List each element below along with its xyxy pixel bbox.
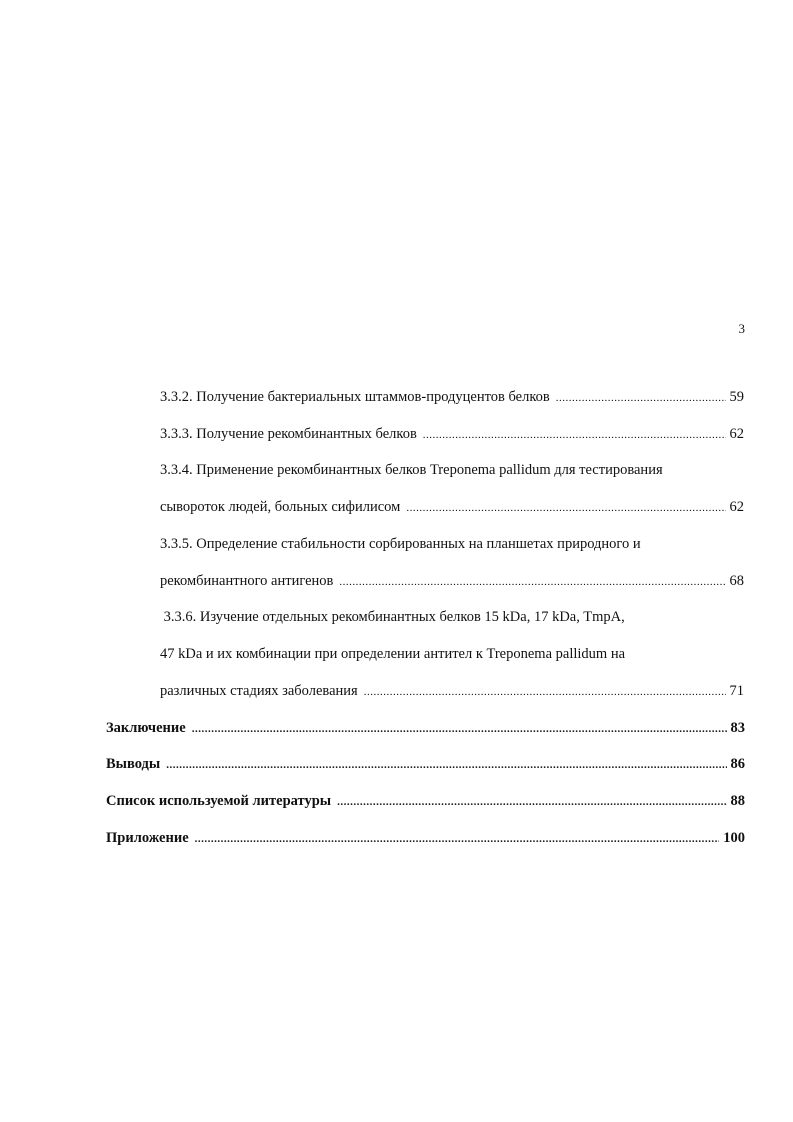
toc-leader-dots [166, 754, 726, 776]
toc-page-number: 83 [730, 720, 745, 736]
toc-entry-3-3-4[interactable] [160, 496, 744, 518]
toc-page-number: 62 [729, 426, 744, 442]
toc-entry-title: Выводы [106, 756, 161, 772]
toc-entry-conclusion[interactable] [106, 717, 745, 739]
toc-entry-3-3-6-line2[interactable] [160, 643, 744, 665]
toc-entry-references[interactable] [106, 790, 745, 812]
toc-entry-title: 3.3.6. Изучение отдельных рекомбинантных белков 15 kDa, 17 kDa, TmpA, [160, 609, 625, 625]
toc-leader-dots [192, 718, 727, 740]
toc-entry-3-3-4-line1[interactable] [160, 459, 744, 481]
toc-leader-dots [406, 497, 725, 519]
toc-entry-3-3-3[interactable] [160, 423, 744, 445]
toc-leader-dots [195, 828, 720, 850]
toc-entry-title: 3.3.3. Получение рекомбинантных белков [160, 426, 417, 442]
toc-entry-title: 3.3.2. Получение бактериальных штаммов-продуцентов белков [160, 389, 550, 405]
page-number: 3 [738, 321, 745, 336]
toc-entry-appendix[interactable] [106, 827, 745, 849]
toc-entry-title: Заключение [106, 720, 186, 736]
toc-entry-3-3-2[interactable] [160, 386, 744, 408]
toc-leader-dots [339, 571, 725, 593]
toc-page-number: 59 [729, 389, 744, 405]
toc-entry-title-continued: рекомбинантного антигенов [160, 573, 334, 589]
toc-leader-dots [423, 424, 726, 446]
toc-entry-title-continued: 47 kDa и их комбинации при определении антител к Treponema pallidum на [160, 646, 626, 662]
toc-leader-dots [556, 387, 726, 409]
toc-page-number: 86 [730, 756, 745, 772]
toc-page-number: 68 [729, 573, 744, 589]
toc-leader-dots [337, 791, 726, 813]
toc-entry-3-3-6-line1[interactable] [160, 606, 744, 628]
toc-entry-title-continued: сывороток людей, больных сифилисом [160, 499, 401, 515]
toc-entry-title: Список используемой литературы [106, 793, 332, 809]
toc-page-number: 71 [729, 683, 744, 699]
toc-page-number: 88 [730, 793, 745, 809]
toc-entry-title: 3.3.5. Определение стабильности сорбированных на планшетах природного и [160, 536, 641, 552]
toc-page-number: 100 [723, 830, 745, 846]
toc-entry-3-3-5-line1[interactable] [160, 533, 744, 555]
toc-page-number: 62 [729, 499, 744, 515]
toc-leader-dots [364, 681, 726, 703]
toc-entry-title: Приложение [106, 830, 189, 846]
toc-entry-3-3-5[interactable] [160, 570, 744, 592]
toc-entry-title: 3.3.4. Применение рекомбинантных белков Treponema pallidum для тестирования [160, 462, 663, 478]
toc-entry-findings[interactable] [106, 753, 745, 775]
toc-entry-title-continued: различных стадиях заболевания [160, 683, 358, 699]
toc-entry-3-3-6[interactable] [160, 680, 744, 702]
